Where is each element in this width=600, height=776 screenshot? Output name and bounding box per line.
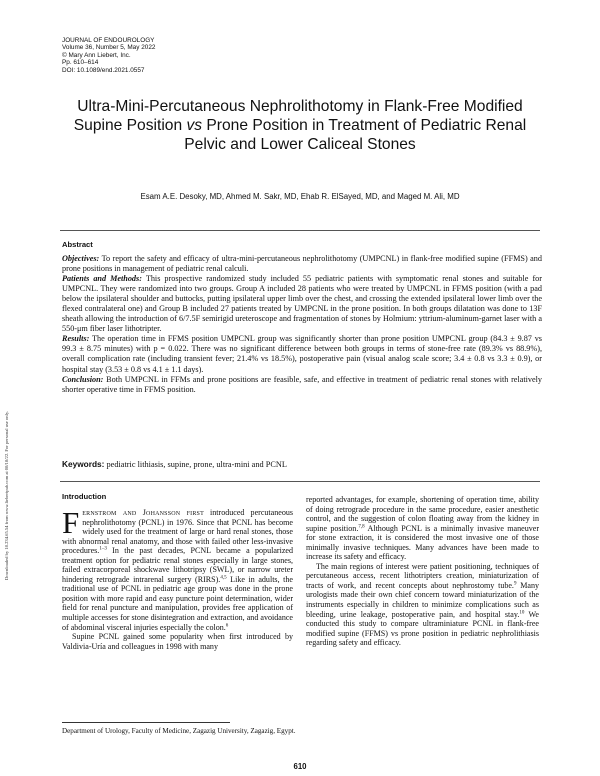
keywords-text: pediatric lithiasis, supine, prone, ultra-mini and PCNL bbox=[104, 460, 287, 469]
introduction-heading: Introduction bbox=[62, 492, 107, 501]
journal-name: JOURNAL OF ENDOUROLOGY bbox=[62, 37, 155, 44]
methods-label: Patients and Methods: bbox=[62, 274, 142, 284]
intro-text: Many urologists made their own chief concern toward miniaturization of the instruments especially in children to minimize complications such as bleeding, urine leakage, postoperative pain, and hospital stay. bbox=[306, 580, 539, 619]
citation: 7,8 bbox=[358, 523, 365, 529]
intro-text: Although PCNL is a minimally invasive maneuver for stone extraction, it is considered the most invasive one of those minimally invasive techniques. Many advances have been made to increase its safety and efficacy. bbox=[306, 523, 540, 562]
drop-cap: F bbox=[62, 505, 80, 540]
objectives-label: Objectives: bbox=[62, 254, 100, 263]
journal-info bbox=[62, 37, 155, 74]
intro-text: The main regions of interest were patient positioning, techniques of percutaneous access, recent lithotripters creation, miniaturization of tracts of work, and recent concepts about nephrostomy tube. bbox=[306, 561, 539, 590]
intro-text: reported advantages, for example, shortening of operation time, ability of doing retrograde procedure in the same procedure, easier anesthetic control, and the suggestion of colon floating away from the kidney in supine position. bbox=[306, 495, 539, 533]
download-watermark bbox=[4, 210, 16, 580]
intro-text: In the past decades, PCNL became a popularized treatment option for pediatric renal stones especially in large stones, failed extracorporeal shockwave lithotripsy (SWL), or narrow ureter hindering retrograde intrarenal surgery (RIRS). bbox=[62, 546, 293, 584]
download-note: Downloaded by 18.234.65.54 from www.liebertpub.com at 08/18/22. For personal use only. bbox=[4, 411, 9, 580]
results-label: Results: bbox=[62, 334, 90, 344]
objectives-text: To report the safety and efficacy of ultra-mini-percutaneous nephrolithotomy (UMPCNL) in flank-free modified supine (FFMS) and prone positions in management of pediatric renal calculi. bbox=[62, 254, 542, 274]
body-column-right bbox=[306, 495, 539, 648]
intro-paragraph-1 bbox=[62, 505, 294, 632]
author-list: Esam A.E. Desoky, MD, Ahmed M. Sakr, MD, Ehab R. ElSayed, MD, and Maged M. Ali, MD bbox=[140, 192, 460, 201]
citation: 1–3 bbox=[99, 546, 107, 552]
citation: 6 bbox=[225, 622, 229, 628]
abstract-objectives bbox=[62, 254, 542, 274]
title-part-1: Ultra-Mini-Percutaneous Nephrolithotomy in Flank-Free Modified Supine Position bbox=[73, 98, 523, 134]
divider bbox=[60, 230, 540, 231]
results-text: The operation time in FFMS position UMPCNL group was significantly shorter than prone position UMPCNL group (84.3 ± 9.87 vs 99.3 ± 8.75 minutes) with p = 0.022. There was no significant difference between both groups in terms of stone-free rate (89.3% vs 88.9%), overall complication rate (including transient fever; 21.4% vs 18.5%), postoperative pain (visual analog scale score; 3.4 ± 0.8 vs 3.3 ± 0.9), or hospital stay (3.53 ± 0.8 vs 4.1 ± 1.1 days). bbox=[62, 334, 542, 374]
citation: 10 bbox=[519, 609, 525, 615]
abstract-body bbox=[62, 254, 542, 395]
intro-paragraph-3 bbox=[306, 562, 539, 648]
body-column-left bbox=[62, 505, 294, 651]
intro-paragraph-2-cont bbox=[306, 495, 539, 562]
divider bbox=[60, 481, 540, 482]
journal-copyright: © Mary Ann Liebert, Inc. bbox=[62, 51, 131, 59]
journal-volume: Volume 36, Number 5, May 2022 bbox=[62, 44, 156, 52]
intro-text: introduced percutaneous nephrolithotomy (PCNL) in 1976. Since that PCNL has become widely used for the treatment of large or hard renal stones, those with abnormal renal anatomy, and those with failed other less-invasive procedures. bbox=[62, 508, 294, 556]
citation: 9 bbox=[513, 581, 517, 587]
title-part-2: Prone Position in Treatment of Pediatric Renal Pelvic and Lower Caliceal Stones bbox=[184, 117, 527, 153]
footnote-rule bbox=[62, 722, 230, 723]
affiliation: Department of Urology, Faculty of Medicine, Zagazig University, Zagazig, Egypt. bbox=[62, 727, 296, 735]
journal-pages: Pp. 610–614 bbox=[62, 59, 99, 67]
citation: 4,5 bbox=[220, 575, 227, 581]
title-vs: vs bbox=[186, 117, 203, 134]
intro-smallcaps: ernstrom and Johansson first bbox=[82, 508, 204, 517]
abstract-results bbox=[62, 334, 542, 374]
page-number: 610 bbox=[293, 762, 307, 771]
conclusion-text: Both UMPCNL in FFMs and prone positions are feasible, safe, and effective in treatment of pediatric renal stones with relatively shorter operative time in FFMS position. bbox=[62, 374, 542, 394]
intro-paragraph-2: Supine PCNL gained some popularity when first introduced by Valdivia-Uría and colleagues in 1998 with many bbox=[62, 632, 293, 651]
conclusion-label: Conclusion: bbox=[62, 374, 104, 384]
abstract-methods bbox=[62, 274, 542, 334]
keywords-label: Keywords: bbox=[62, 459, 105, 469]
article-title bbox=[60, 97, 540, 154]
intro-text: We conducted this study to compare ultraminiature PCNL in flank-free modified supine (FFMS) vs prone position in pediatric nephrolithiasis regarding safety and efficacy. bbox=[306, 609, 540, 648]
journal-doi: DOI: 10.1089/end.2021.0557 bbox=[62, 66, 145, 74]
abstract-heading: Abstract bbox=[62, 240, 93, 249]
intro-text: Like in adults, the traditional use of PCNL in pediatric age group was done in the prone position with more rapid and easy puncture point determination, wider field for renal puncture and manipulation, provides free application of multiple accesses for stone disintegration and extraction, and avoidance of abdominal visceral injuries especially the colon. bbox=[62, 574, 293, 632]
keywords bbox=[62, 459, 542, 469]
methods-text: This prospective randomized study included 55 pediatric patients with symptomatic renal stones and suitable for UMPCNL. They were randomized into two groups. Group A included 28 patients who were treated by UMPCNL in FFMS position (with a pad below the ipsilateral shoulder and buttocks, putting ipsilateral upper limb over the chest, and crossing the extended ipsilateral lower limb over the flexed contralateral one) and Group B included 27 patients treated by UMPCNL in the prone position. In both groups dilatation was done to 13F sheath allowing the introduction of 6/7.5F semirigid ureteroscope and fragmentation of stones by Holmium: yttrium-aluminum-garnet laser with a 550-μm fiber laser lithotripter. bbox=[62, 274, 542, 334]
abstract-conclusion bbox=[62, 375, 542, 395]
